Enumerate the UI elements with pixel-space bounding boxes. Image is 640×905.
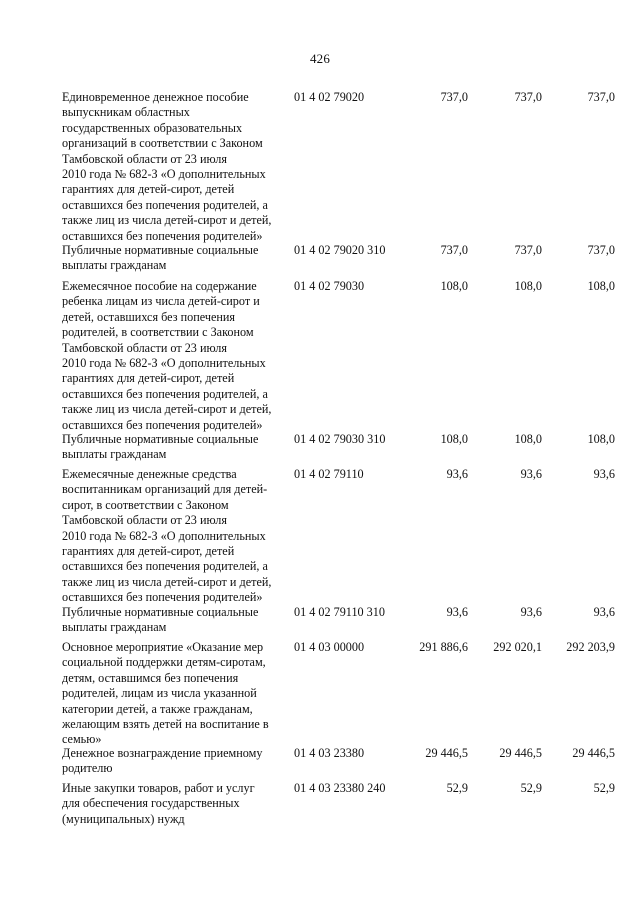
row-value-1: 737,0	[440, 243, 468, 257]
row-code: 01 4 02 79030	[294, 279, 365, 293]
row-code: 01 4 03 23380 240	[294, 781, 386, 795]
row-value-3: 737,0	[587, 90, 615, 104]
page-number: 426	[309, 51, 331, 66]
row-value-1: 29 446,5	[425, 746, 468, 760]
row-value-3: 93,6	[593, 467, 615, 481]
row-value-2: 292 020,1	[493, 640, 542, 654]
row-code: 01 4 02 79110	[294, 467, 364, 481]
row-value-1: 291 886,6	[419, 640, 468, 654]
row-value-3: 108,0	[587, 279, 615, 293]
row-description: Основное мероприятие «Оказание мер социальной поддержки детям-сиротам, детям, оставшимся без попечения родителей, лицам из числа указанной категории детей, а также гражданам, желающим взять детей на воспитание в семью»	[62, 640, 269, 747]
row-description: Иные закупки товаров, работ и услуг для обеспечения государственных (муниципальных) нужд	[62, 781, 255, 826]
row-value-1: 52,9	[446, 781, 468, 795]
row-value-2: 108,0	[514, 279, 542, 293]
row-value-3: 29 446,5	[572, 746, 615, 760]
row-description: Публичные нормативные социальные выплаты гражданам	[62, 243, 259, 273]
row-value-2: 93,6	[520, 605, 542, 619]
row-value-2: 93,6	[520, 467, 542, 481]
row-code: 01 4 02 79020	[294, 90, 365, 104]
row-code: 01 4 02 79030 310	[294, 432, 386, 446]
row-value-2: 52,9	[520, 781, 542, 795]
row-value-2: 108,0	[514, 432, 542, 446]
row-value-3: 93,6	[593, 605, 615, 619]
row-description: Ежемесячные денежные средства воспитанникам организаций для детей- сирот, в соответствии с Законом Тамбовской области от 23 июля 2010 года № 682-З «О дополнительных гарантиях для детей-сирот, детей оставшихся без попечения родителей, а также лиц из числа детей-сирот и детей, оставшихся без попечения родителей»	[62, 467, 272, 605]
row-value-1: 108,0	[440, 279, 468, 293]
row-value-3: 737,0	[587, 243, 615, 257]
row-value-1: 93,6	[446, 467, 468, 481]
row-value-1: 93,6	[446, 605, 468, 619]
row-value-2: 29 446,5	[499, 746, 542, 760]
row-value-3: 52,9	[593, 781, 615, 795]
row-description: Публичные нормативные социальные выплаты гражданам	[62, 432, 259, 462]
row-value-3: 108,0	[587, 432, 615, 446]
row-description: Публичные нормативные социальные выплаты гражданам	[62, 605, 259, 635]
row-code: 01 4 02 79020 310	[294, 243, 386, 257]
row-value-2: 737,0	[514, 243, 542, 257]
row-value-3: 292 203,9	[566, 640, 615, 654]
row-code: 01 4 03 00000	[294, 640, 365, 654]
row-description: Денежное вознаграждение приемному родителю	[62, 746, 263, 776]
row-value-1: 737,0	[440, 90, 468, 104]
row-description: Ежемесячное пособие на содержание ребенка лицам из числа детей-сирот и детей, оставшихся без попечения родителей, в соответствии с Законом Тамбовской области от 23 июля 2010 года № 682-З «О дополнительных гарантиях для детей-сирот, детей оставшихся без попечения родителей, а также лиц из числа детей-сирот и детей, оставшихся без попечения родителей»	[62, 279, 272, 432]
row-code: 01 4 02 79110 310	[294, 605, 385, 619]
row-code: 01 4 03 23380	[294, 746, 365, 760]
row-value-2: 737,0	[514, 90, 542, 104]
row-description: Единовременное денежное пособие выпускникам областных государственных образовательных организаций в соответствии с Законом Тамбовской области от 23 июля 2010 года № 682-З «О дополнительных гарантиях для детей-сирот, детей оставшихся без попечения родителей, а также лиц из числа детей-сирот и детей, оставшихся без попечения родителей»	[62, 90, 272, 243]
row-value-1: 108,0	[440, 432, 468, 446]
